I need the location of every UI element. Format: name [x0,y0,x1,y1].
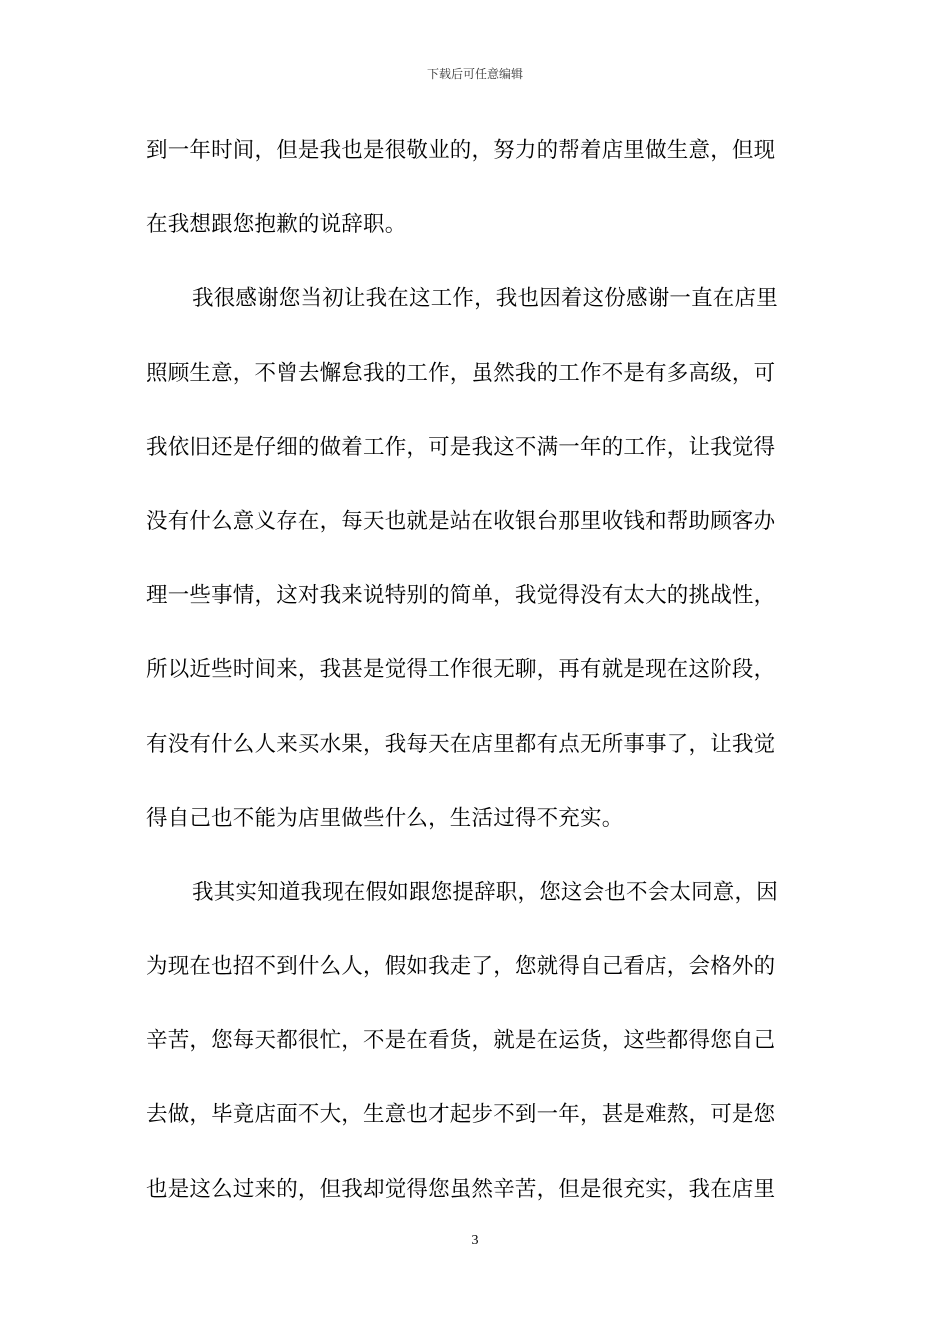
document-body [146,126,816,1239]
page-number: 3 [471,1233,479,1248]
text-line: 有没有什么人来买水果，我每天在店里都有点无所事事了，让我觉 [146,731,776,757]
text-line: 所以近些时间来，我甚是觉得工作很无聊，再有就是现在这阶段， [146,657,776,683]
text-line: 照顾生意，不曾去懈怠我的工作，虽然我的工作不是有多高级，可 [146,360,776,386]
text-line: 为现在也招不到什么人，假如我走了，您就得自己看店，会格外的 [146,954,776,980]
paragraph-start-line: 我很感谢您当初让我在这工作，我也因着这份感谢一直在店里 [192,286,778,312]
text-line: 辛苦，您每天都很忙，不是在看货，就是在运货，这些都得您自己 [146,1028,776,1054]
text-line: 也是这么过来的，但我却觉得您虽然辛苦，但是很充实，我在店里 [146,1176,776,1202]
page-header: 下载后可任意编辑 [426,67,523,81]
text-line: 理一些事情，这对我来说特别的简单，我觉得没有太大的挑战性， [146,583,776,609]
text-line: 在我想跟您抱歉的说辞职。 [146,212,407,238]
text-line: 没有什么意义存在，每天也就是站在收银台那里收钱和帮助顾客办 [146,508,776,534]
text-line: 去做，毕竟店面不大，生意也才起步不到一年，甚是难熬，可是您 [146,1102,776,1128]
text-line: 得自己也不能为店里做些什么，生活过得不充实。 [146,805,624,831]
text-line: 到一年时间，但是我也是很敬业的，努力的帮着店里做生意，但现 [146,138,776,163]
text-line: 我依旧还是仔细的做着工作，可是我这不满一年的工作，让我觉得 [146,434,776,460]
paragraph-start-line: 我其实知道我现在假如跟您提辞职，您这会也不会太同意，因 [192,879,778,905]
